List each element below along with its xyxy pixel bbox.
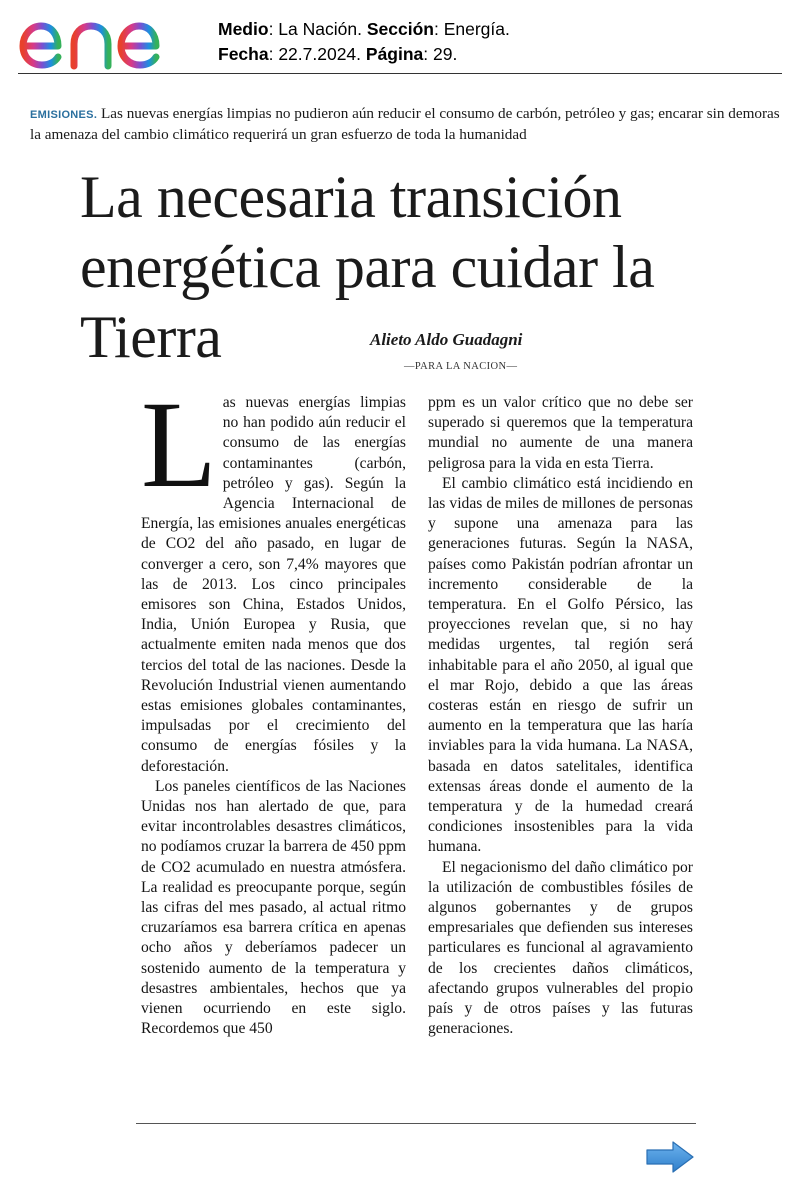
author-byline: Alieto Aldo Guadagni bbox=[370, 330, 523, 349]
publication-info bbox=[218, 17, 510, 67]
article-column-right bbox=[428, 393, 693, 1040]
enel-logo bbox=[18, 4, 190, 74]
arrow-right-icon[interactable] bbox=[645, 1140, 695, 1174]
medio-line: Medio: La Nación. Sección: Energía. bbox=[218, 19, 510, 39]
author-credit: —PARA LA NACION— bbox=[404, 361, 518, 372]
paragraph: El cambio climático está incidiendo en las vidas de miles de millones de personas y supone una amenaza para las generaciones futuras. Según la NASA, países como Pakistán podrían afrontar un incremento considerable de la temperatura. En el Golfo Pérsico, las proyecciones revelan que, si no hay medidas urgentes, tal región será inhabitable para el año 2050, al igual que el mar Rojo, debido a que las áreas costeras están en riesgo de sufrir un aumento en la temperatura que las haría inviables para la vida humana. La NASA, basada en datos satelitales, identifica extensas áreas donde el aumento de la temperatura y de la humedad creará condiciones insostenibles para la vida humana. bbox=[428, 474, 693, 856]
paragraph-text: as nuevas energías limpias no han podido aún reducir el consumo de las energías contaminantes (carbón, petróleo y gas). Según la Agencia Internacional de Energía, las emisiones anuales energéticas de CO2 del año pasado, en lugar de converger a cero, son 7,4% mayores que las de 2013. Los cinco principales emisores son China, Estados Unidos, India, Unión Europea y Rusia, que actualmente emiten nada menos que dos tercios del total de las naciones. Desde la Revolución Industrial vienen aumentando estas emisiones globales contaminantes, impulsadas por el crecimiento del consumo de energías fósiles y la deforestación. bbox=[141, 394, 406, 775]
drop-cap: L bbox=[141, 376, 217, 513]
paragraph: El negacionismo del daño climático por la utilización de combustibles fósiles de algunos gobernantes y de grupos empresariales que defienden sus intereses particulares es funcional al agravamiento de los crecientes daños climáticos, afectando grupos vulnerables del propio país y de otros países y las futuras generaciones. bbox=[428, 858, 693, 1038]
pagina-label: Página bbox=[365, 44, 424, 64]
paragraph bbox=[141, 376, 406, 777]
seccion-value: Energía. bbox=[443, 19, 510, 39]
paragraph: Los paneles científicos de las Naciones Unidas nos han alertado de que, para evitar incontrolables desastres climáticos, no podíamos cruzar la barrera de 450 ppm de CO2 acumulado en nuestra atmósfera. La realidad es preocupante porque, según las cifras del mes pasado, al actual ritmo cruzaríamos esa barrera crítica en apenas ocho años y deberíamos padecer un sostenido aumento de la temperatura y desastres ambientales, hechos que ya vienen ocurriendo en este siglo. Recordemos que 450 bbox=[141, 777, 406, 1038]
paragraph: ppm es un valor crítico que no debe ser superado si queremos que la temperatura mundial no aumente de una manera peligrosa para la vida en esta Tierra. bbox=[428, 394, 693, 472]
fecha-value: 22.7.2024. bbox=[278, 44, 362, 64]
fecha-label: Fecha bbox=[218, 44, 269, 64]
headline: La necesaria transición energética para cuidar la Tierra bbox=[80, 164, 655, 370]
pagina-value: 29. bbox=[433, 44, 458, 64]
article-column-left bbox=[141, 376, 406, 1040]
header-divider bbox=[18, 73, 782, 74]
kicker-text: Las nuevas energías limpias no pudieron aún reducir el consumo de carbón, petróleo y gas; encarar sin demoras la amenaza del cambio climático requerirá un gran esfuerzo de toda la humanidad bbox=[30, 105, 780, 143]
footer-divider bbox=[136, 1123, 696, 1124]
medio-value: La Nación. bbox=[278, 19, 362, 39]
medio-label: Medio bbox=[218, 19, 269, 39]
kicker bbox=[30, 104, 792, 144]
kicker-label: EMISIONES. bbox=[30, 109, 98, 121]
fecha-line: Fecha: 22.7.2024. Página: 29. bbox=[218, 44, 458, 64]
seccion-label: Sección bbox=[366, 19, 434, 39]
